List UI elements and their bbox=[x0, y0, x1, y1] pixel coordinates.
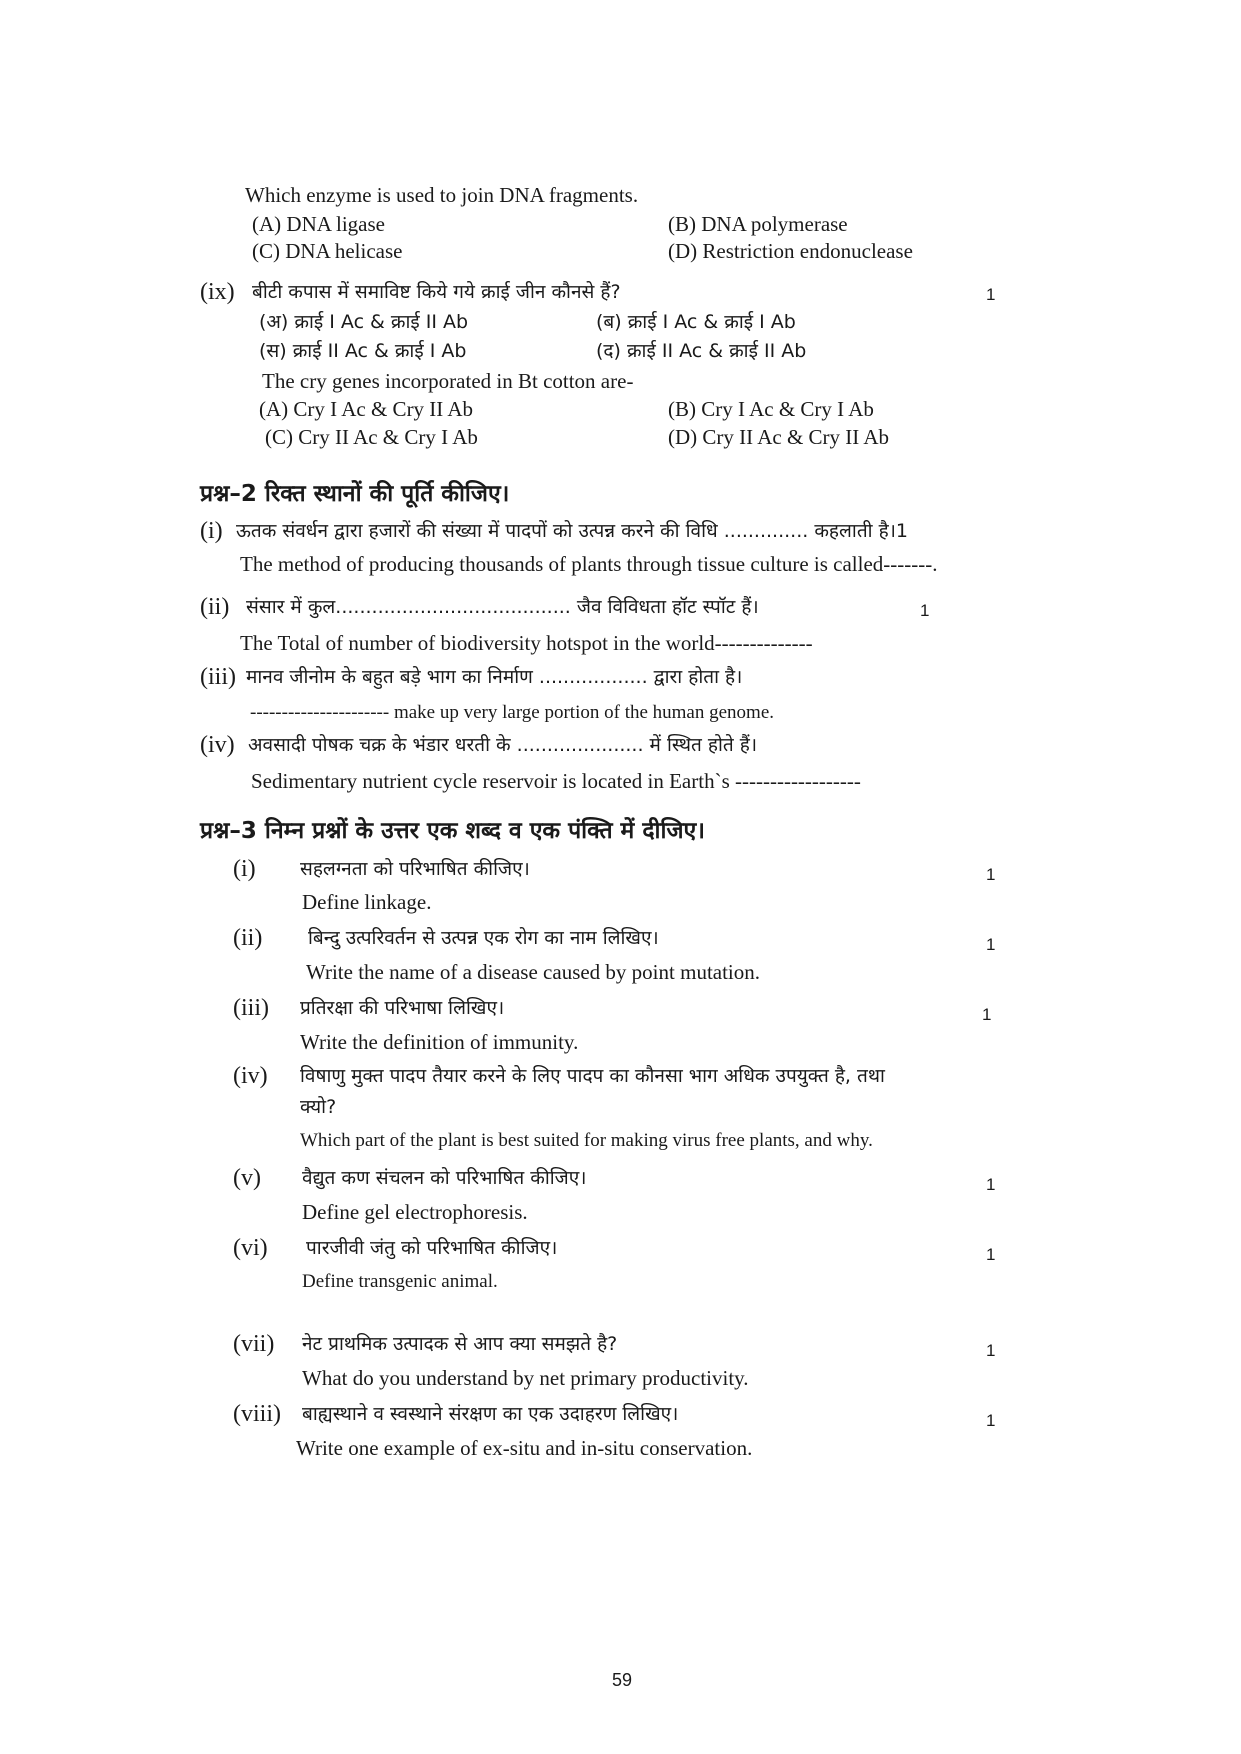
q3-vii-english-text: What do you understand by net primary productivity. bbox=[302, 1366, 749, 1390]
q3-vii-number: (vii) bbox=[233, 1331, 275, 1357]
q3-iv-hindi-text: विषाणु मुक्त पादप तैयार करने के लिए पादप का कौनसा भाग अधिक उपयुक्त है, तथा bbox=[300, 1065, 885, 1087]
q3-i-number: (i) bbox=[233, 856, 256, 882]
q2-iii-english-text: ---------------------- make up very large portion of the human genome. bbox=[250, 702, 775, 723]
q3-viii-english-text: Write one example of ex-situ and in-situ conservation. bbox=[296, 1436, 753, 1460]
q1-viii-option-c: (C) DNA helicase bbox=[252, 239, 403, 263]
q3-vii-mark: 1 bbox=[986, 1341, 996, 1360]
q3-v-hindi-text: वैद्युत कण संचलन को परिभाषित कीजिए। bbox=[302, 1167, 587, 1189]
q1-ix-english-text: The cry genes incorporated in Bt cotton are- bbox=[262, 369, 634, 393]
q2-iv-hindi-text: अवसादी पोषक चक्र के भंडार धरती के ..................... में स्थित होते हैं। bbox=[248, 734, 758, 756]
q3-viii-number: (viii) bbox=[233, 1401, 281, 1427]
q3-iv-number: (iv) bbox=[233, 1063, 268, 1089]
q1-ix-hindi-option-c: (स) क्राई II Ac & क्राई I Ab bbox=[259, 340, 467, 362]
q2-i-number: (i) bbox=[200, 518, 223, 544]
page-number: 59 bbox=[612, 1670, 633, 1690]
q1-ix-english-option-b: (B) Cry I Ac & Cry I Ab bbox=[668, 397, 874, 421]
q3-iii-number: (iii) bbox=[233, 995, 269, 1021]
q2-iv-number: (iv) bbox=[200, 732, 235, 758]
q1-ix-hindi-option-b: (ब) क्राई I Ac & क्राई I Ab bbox=[596, 311, 796, 333]
q3-vi-mark: 1 bbox=[986, 1245, 996, 1264]
q1-viii-text: Which enzyme is used to join DNA fragments. bbox=[245, 183, 639, 207]
q3-viii-mark: 1 bbox=[986, 1411, 996, 1430]
q1-ix-mark: 1 bbox=[986, 285, 996, 304]
q3-v-number: (v) bbox=[233, 1165, 261, 1191]
q1-ix-english-option-a: (A) Cry I Ac & Cry II Ab bbox=[259, 397, 474, 421]
q3-ii-english-text: Write the name of a disease caused by point mutation. bbox=[306, 960, 761, 984]
q3-v-english-text: Define gel electrophoresis. bbox=[302, 1200, 528, 1224]
q1-viii-option-b: (B) DNA polymerase bbox=[668, 212, 848, 236]
q2-ii-english-text: The Total of number of biodiversity hotspot in the world-------------- bbox=[240, 631, 813, 655]
q1-ix-hindi-text: बीटी कपास में समाविष्ट किये गये क्राई जीन कौनसे हैं? bbox=[252, 281, 621, 303]
q3-iii-hindi-text: प्रतिरक्षा की परिभाषा लिखिए। bbox=[300, 997, 505, 1019]
q2-iii-number: (iii) bbox=[200, 664, 236, 690]
q3-heading: प्रश्न–3 निम्न प्रश्नों के उत्तर एक शब्द व एक पंक्ति में दीजिए। bbox=[200, 818, 705, 844]
q1-viii-option-a: (A) DNA ligase bbox=[252, 212, 385, 236]
q3-iv-english-text: Which part of the plant is best suited for making virus free plants, and why. bbox=[300, 1130, 873, 1151]
q3-v-mark: 1 bbox=[986, 1175, 996, 1194]
q2-i-english-text: The method of producing thousands of plants through tissue culture is called-------. bbox=[240, 552, 938, 576]
q2-heading: प्रश्न–2 रिक्त स्थानों की पूर्ति कीजिए। bbox=[200, 481, 510, 507]
q2-i-hindi-text: ऊतक संवर्धन द्वारा हजारों की संख्या में पादपों को उत्पन्न करने की विधि .............. कहलाती है।1 bbox=[236, 520, 908, 542]
q1-ix-number: (ix) bbox=[200, 279, 235, 305]
q2-ii-number: (ii) bbox=[200, 594, 230, 620]
q1-ix-hindi-option-a: (अ) क्राई I Ac & क्राई II Ab bbox=[259, 311, 469, 333]
q3-i-mark: 1 bbox=[986, 865, 996, 884]
q3-ii-hindi-text: बिन्दु उत्परिवर्तन से उत्पन्न एक रोग का नाम लिखिए। bbox=[308, 927, 659, 949]
q3-i-hindi-text: सहलग्नता को परिभाषित कीजिए। bbox=[300, 858, 530, 880]
q2-ii-mark: 1 bbox=[920, 601, 930, 620]
q3-vii-hindi-text: नेट प्राथमिक उत्पादक से आप क्या समझते है? bbox=[302, 1333, 618, 1355]
q1-viii-option-d: (D) Restriction endonuclease bbox=[668, 239, 913, 263]
q3-iii-mark: 1 bbox=[982, 1005, 992, 1024]
q3-ii-number: (ii) bbox=[233, 925, 263, 951]
q3-i-english-text: Define linkage. bbox=[302, 890, 432, 914]
q2-iii-hindi-text: मानव जीनोम के बहुत बड़े भाग का निर्माण .................. द्वारा होता है। bbox=[246, 666, 743, 688]
q3-viii-hindi-text: बाह्यस्थाने व स्वस्थाने संरक्षण का एक उदाहरण लिखिए। bbox=[302, 1403, 679, 1425]
q3-vi-number: (vi) bbox=[233, 1235, 268, 1261]
q1-ix-hindi-option-d: (द) क्राई II Ac & क्राई II Ab bbox=[596, 340, 807, 362]
q3-iii-english-text: Write the definition of immunity. bbox=[300, 1030, 579, 1054]
q3-vi-english-text: Define transgenic animal. bbox=[302, 1271, 498, 1292]
q2-ii-hindi-text: संसार में कुल....................................... जैव विविधता हॉट स्पॉट हैं। bbox=[246, 596, 759, 618]
q3-iv-hindi-text-continued: क्यो? bbox=[300, 1096, 337, 1118]
q2-iv-english-text: Sedimentary nutrient cycle reservoir is located in Earth`s ------------------ bbox=[251, 769, 861, 793]
q3-ii-mark: 1 bbox=[986, 935, 996, 954]
q1-ix-english-option-d: (D) Cry II Ac & Cry II Ab bbox=[668, 425, 890, 449]
q3-vi-hindi-text: पारजीवी जंतु को परिभाषित कीजिए। bbox=[306, 1237, 558, 1259]
q1-ix-english-option-c: (C) Cry II Ac & Cry I Ab bbox=[265, 425, 478, 449]
